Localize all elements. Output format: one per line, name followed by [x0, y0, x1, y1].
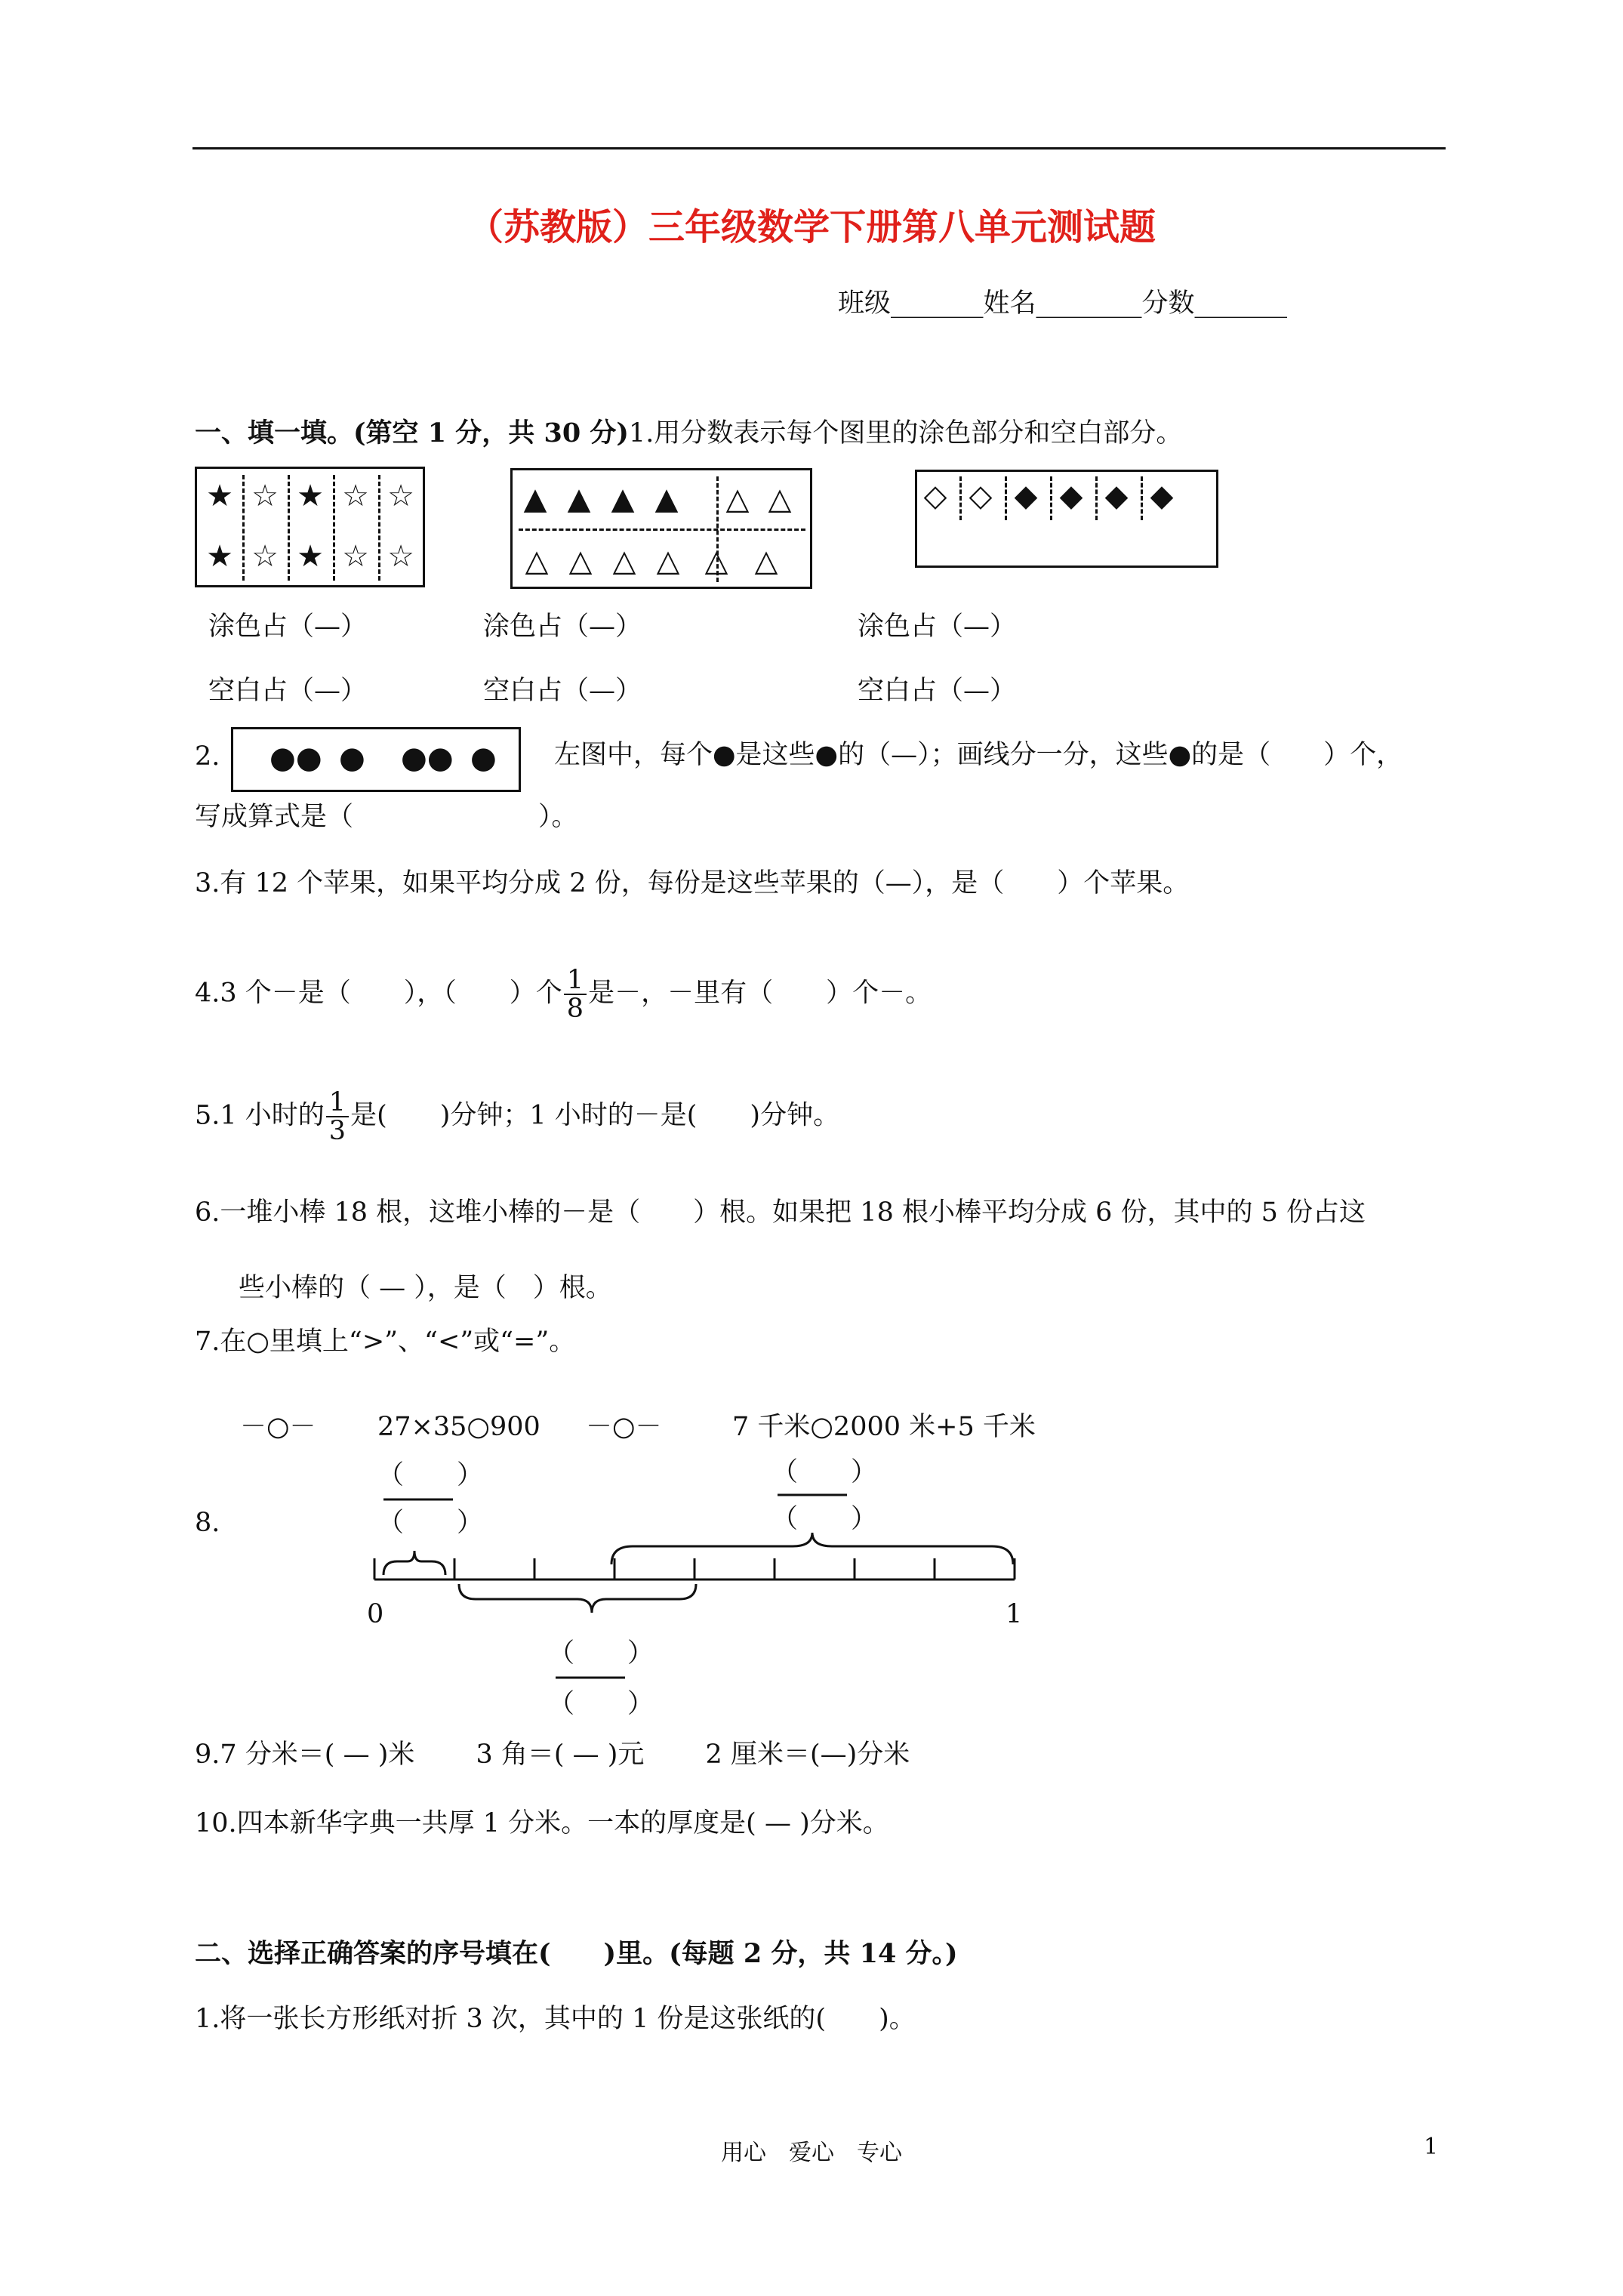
question-10: 10.四本新华字典一共厚 1 分米。一本的厚度是( — )分米。: [195, 1808, 889, 1838]
q2-text-line2: 写成算式是（ ）。: [195, 802, 578, 832]
question-3: 3.有 12 个苹果，如果平均分成 2 份，每份是这些苹果的（—），是（ ）个苹果。: [195, 868, 1190, 898]
dots-group: ●: [339, 741, 365, 775]
fig3-blank-label: 空白占（—）: [858, 676, 1017, 706]
section1-title: 一、填一填。(第空 1 分，共 30 分): [195, 418, 629, 448]
diamond-cell: ◇: [923, 479, 947, 513]
fraction-numerator: 1: [326, 1089, 349, 1117]
q2-text: 左图中，每个●是这些●的（—）；画线分一分，这些●的是（ ）个，: [554, 740, 1403, 770]
dots-group: ●●: [269, 741, 322, 775]
star-cell: ★: [297, 479, 324, 513]
fraction-denominator: 3: [328, 1116, 346, 1146]
triangle-cell: △: [612, 544, 636, 578]
star-cell: ☆: [251, 479, 279, 513]
triangle-cell: ▲: [523, 482, 547, 516]
star-cell: ☆: [387, 539, 414, 574]
diamond-cell: ◆: [1104, 479, 1129, 513]
fig3-colored-label: 涂色占（—）: [858, 612, 1017, 642]
q4-part1: 4.3 个－是（ ），（ ）个: [195, 978, 562, 1009]
fig2-colored-label: 涂色占（—）: [483, 612, 642, 642]
q5-part2: 是( )分钟；1 小时的－是( )分钟。: [350, 1100, 840, 1131]
triangle-cell: △: [568, 544, 593, 578]
star-cell: ☆: [251, 539, 279, 574]
star-cell: ★: [206, 539, 233, 574]
star-cell: ☆: [342, 479, 369, 513]
compare-item: －○－: [586, 1412, 662, 1442]
diamond-cell: ◇: [969, 479, 993, 513]
fraction-paren: （ ）: [771, 1504, 878, 1534]
q5-part1: 5.1 小时的: [195, 1100, 325, 1131]
triangle-cell: △: [525, 544, 549, 578]
star-cell: ☆: [342, 539, 369, 574]
brace-bottom: [459, 1584, 696, 1613]
section2-heading: 二、选择正确答案的序号填在( )里。(每题 2 分，共 14 分。): [195, 1938, 958, 1969]
section2-question-1: 1.将一张长方形纸对折 3 次，其中的 1 份是这张纸的( )。: [195, 2004, 916, 2034]
fig1-blank-label: 空白占（—）: [208, 676, 368, 706]
brace-top-large: [611, 1533, 1013, 1564]
triangle-cell: ▲: [654, 482, 679, 516]
triangle-cell: △: [656, 544, 680, 578]
page-title: （苏教版）三年级数学下册第八单元测试题: [467, 206, 1156, 248]
triangle-cell: △: [704, 544, 728, 578]
dots-group: ●●: [401, 741, 454, 775]
triangle-cell: ▲: [611, 482, 635, 516]
question-6-line2: 些小棒的（ — ），是（ ）根。: [239, 1273, 612, 1303]
q2-number: 2.: [195, 741, 220, 772]
dots-group: ●: [470, 741, 497, 775]
triangle-cell: ▲: [567, 482, 591, 516]
fraction-numerator: 1: [564, 966, 587, 995]
star-cell: ★: [297, 539, 324, 574]
footer-motto: 用心 爱心 专心: [721, 2140, 902, 2166]
number-line-start: 0: [367, 1599, 384, 1629]
triangle-cell: △: [754, 544, 778, 578]
fig1-colored-label: 涂色占（—）: [208, 612, 368, 642]
star-cell: ★: [206, 479, 233, 513]
question-6-line1: 6.一堆小棒 18 根，这堆小棒的－是（ ）根。如果把 18 根小棒平均分成 6 份，其中的 5 份占这: [195, 1197, 1366, 1228]
star-cell: ☆: [387, 479, 414, 513]
diamond-cell: ◆: [1014, 479, 1038, 513]
q1-text: 1.用分数表示每个图里的涂色部分和空白部分。: [628, 418, 1183, 448]
triangle-cell: △: [725, 482, 750, 516]
brace-first-segment: [383, 1551, 445, 1575]
fraction-paren: （ ）: [548, 1689, 654, 1719]
compare-item: 7 千米○2000 米+5 千米: [732, 1412, 1036, 1442]
question-9: 9.7 分米＝( — )米 3 角＝( — )元 2 厘米＝(—)分米: [195, 1740, 910, 1770]
diamond-cell: ◆: [1059, 479, 1083, 513]
question-7: 7.在○里填上“>”、“<”或“=”。: [195, 1327, 576, 1357]
number-line-end: 1: [1006, 1599, 1023, 1629]
fraction-denominator: 8: [566, 994, 584, 1024]
diamond-cell: ◆: [1150, 479, 1174, 513]
header-fields: 班级_______姓名________分数_______: [838, 288, 1288, 319]
fraction-paren: （ ）: [377, 1508, 484, 1538]
fraction-paren: （ ）: [771, 1457, 878, 1487]
question-8-number: 8.: [195, 1508, 220, 1538]
fig2-blank-label: 空白占（—）: [483, 676, 642, 706]
q4-part2: 是－，－里有（ ）个－。: [588, 978, 932, 1009]
fraction-paren: （ ）: [548, 1638, 654, 1669]
page-number: 1: [1424, 2134, 1439, 2160]
fraction-paren: （ ）: [377, 1460, 484, 1490]
compare-item: －○－: [240, 1412, 316, 1442]
triangle-cell: △: [768, 482, 792, 516]
compare-item: 27×35○900: [377, 1412, 540, 1442]
